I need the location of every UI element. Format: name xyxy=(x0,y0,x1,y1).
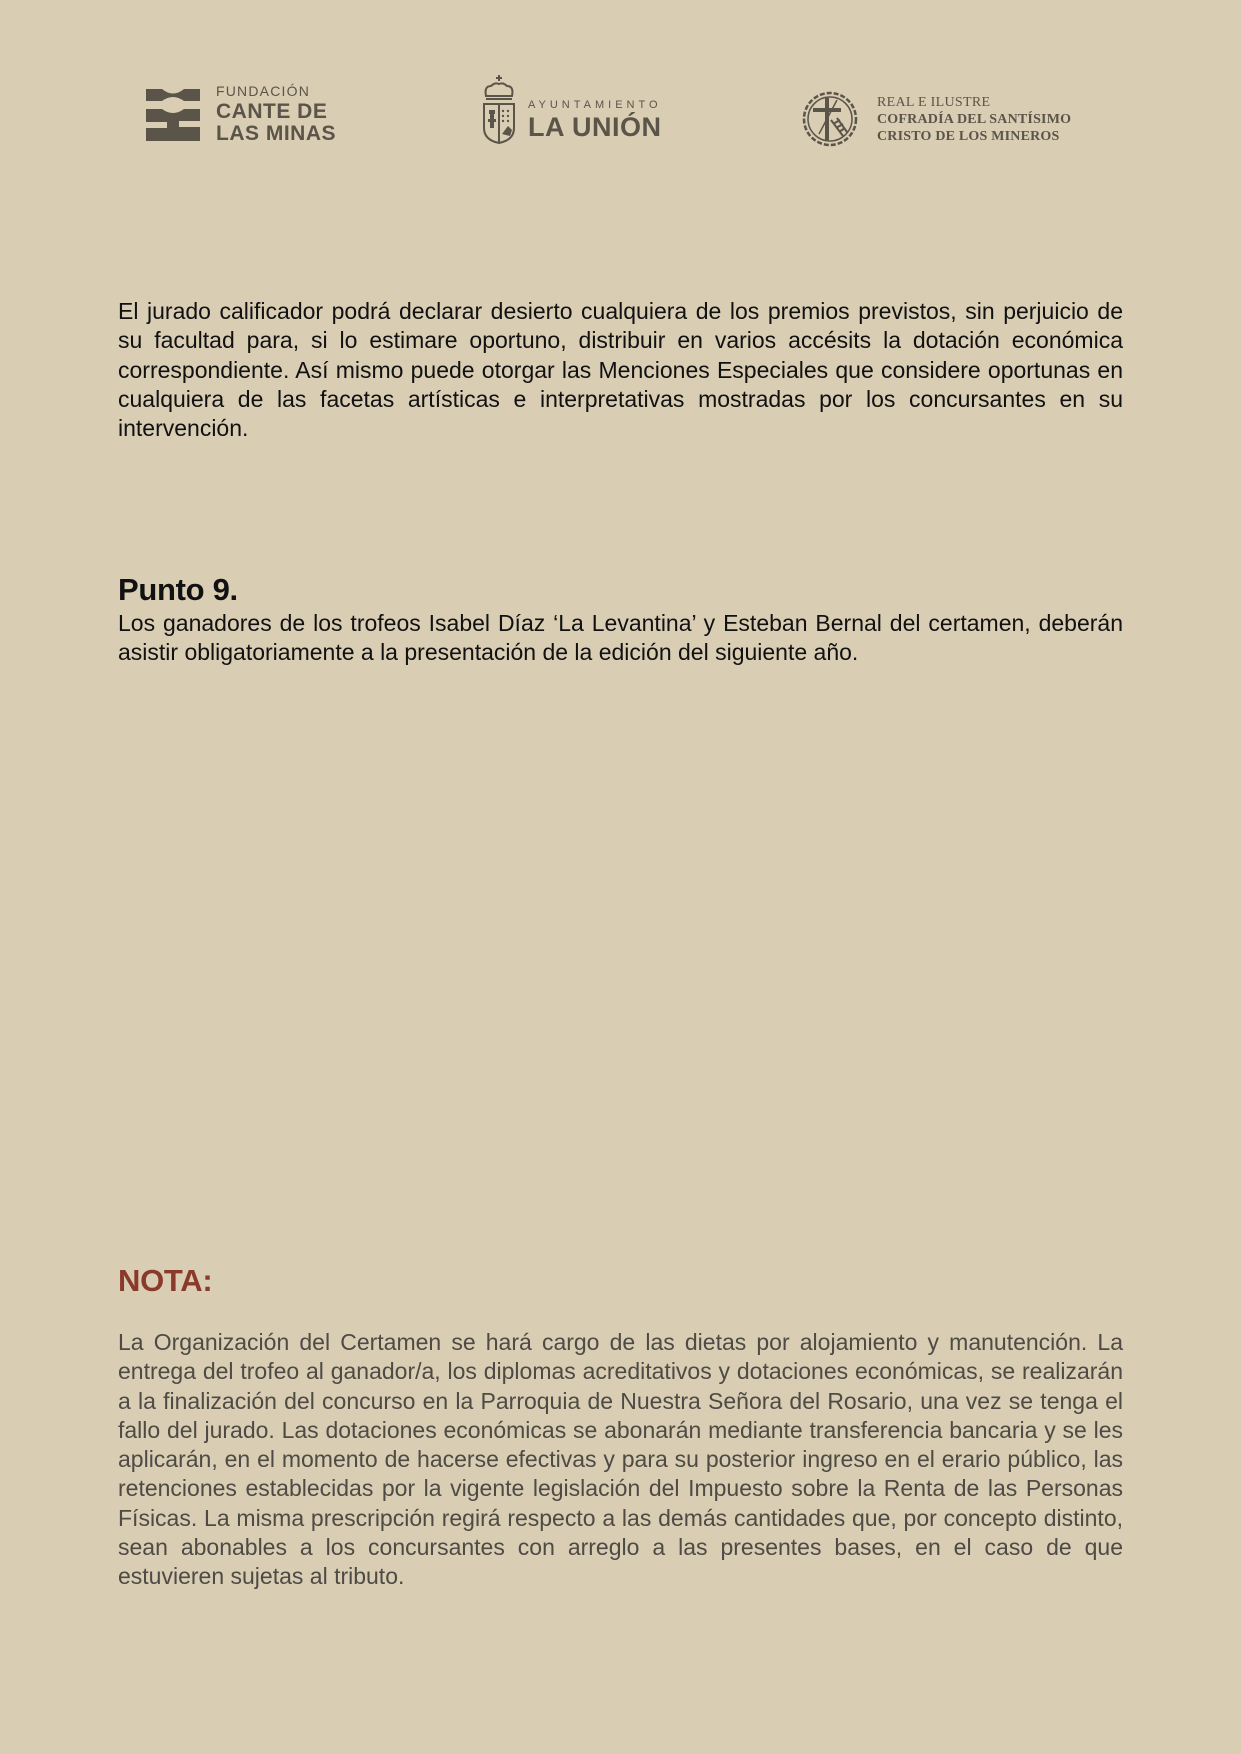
logo-ayuntamiento-big: LA UNIÓN xyxy=(528,111,662,142)
logo-fundacion-small: FUNDACIÓN xyxy=(216,83,311,99)
coat-of-arms-icon xyxy=(482,74,516,144)
logo-cofradia-line1: REAL E ILUSTRE xyxy=(877,94,991,110)
fundacion-mark-icon xyxy=(146,89,200,141)
logo-header xyxy=(0,0,1241,170)
logo-fundacion-line2: LAS MINAS xyxy=(216,122,336,145)
punto9-body: Los ganadores de los trofeos Isabel Díaz ‘La Levantina’ y Esteban Bernal del certamen, deberán asistir obligatoriamente a la presentación de la edición del siguiente año. xyxy=(118,610,1123,666)
logo-cofradia-line3: CRISTO DE LOS MINEROS xyxy=(877,128,1060,144)
nota-body: La Organización del Certamen se hará cargo de las dietas por alojamiento y manutención. La entrega del trofeo al ganador/a, los diplomas acreditativos y dotaciones económicas, se realizarán a la finalización del concurso en la Parroquia de Nuestra Señora del Rosario, una vez se tenga el fallo del jurado. Las dotaciones económicas se abonarán mediante transferencia bancaria y se les aplicarán, en el momento de hacerse efectivas y para su posterior ingreso en el erario público, las retenciones establecidas por la vigente legislación del Impuesto sobre la Renta de las Personas Físicas. La misma prescripción regirá respecto a las demás cantidades que, por concepto distinto, sean abonables a los concursantes con arreglo a las presentes bases, en el caso de que estuvieren sujetas al tributo. xyxy=(118,1329,1123,1590)
logo-fundacion-line1: CANTE DE xyxy=(216,100,328,123)
logo-cofradia-line2: COFRADÍA DEL SANTÍSIMO xyxy=(877,111,1072,127)
crown-of-thorns-cross-icon xyxy=(801,90,859,148)
nota-heading: NOTA: xyxy=(118,1263,213,1298)
jury-paragraph: El jurado calificador podrá declarar desierto cualquiera de los premios previstos, sin perjuicio de su facultad para, si lo estimare oportuno, distribuir en varios accésits la dotación económica correspondiente. Así mismo puede otorgar las Menciones Especiales que considere oportunas en cualquiera de las facetas artísticas e interpretativas mostradas por los concursantes en su intervención. xyxy=(118,298,1123,442)
logo-ayuntamiento-small: AYUNTAMIENTO xyxy=(528,98,662,111)
logo-cofradia-cristo-mineros xyxy=(801,90,1071,148)
punto9-heading: Punto 9. xyxy=(118,572,238,607)
logo-ayuntamiento-la-union xyxy=(482,74,662,144)
logo-fundacion-cante-de-las-minas xyxy=(146,84,336,145)
